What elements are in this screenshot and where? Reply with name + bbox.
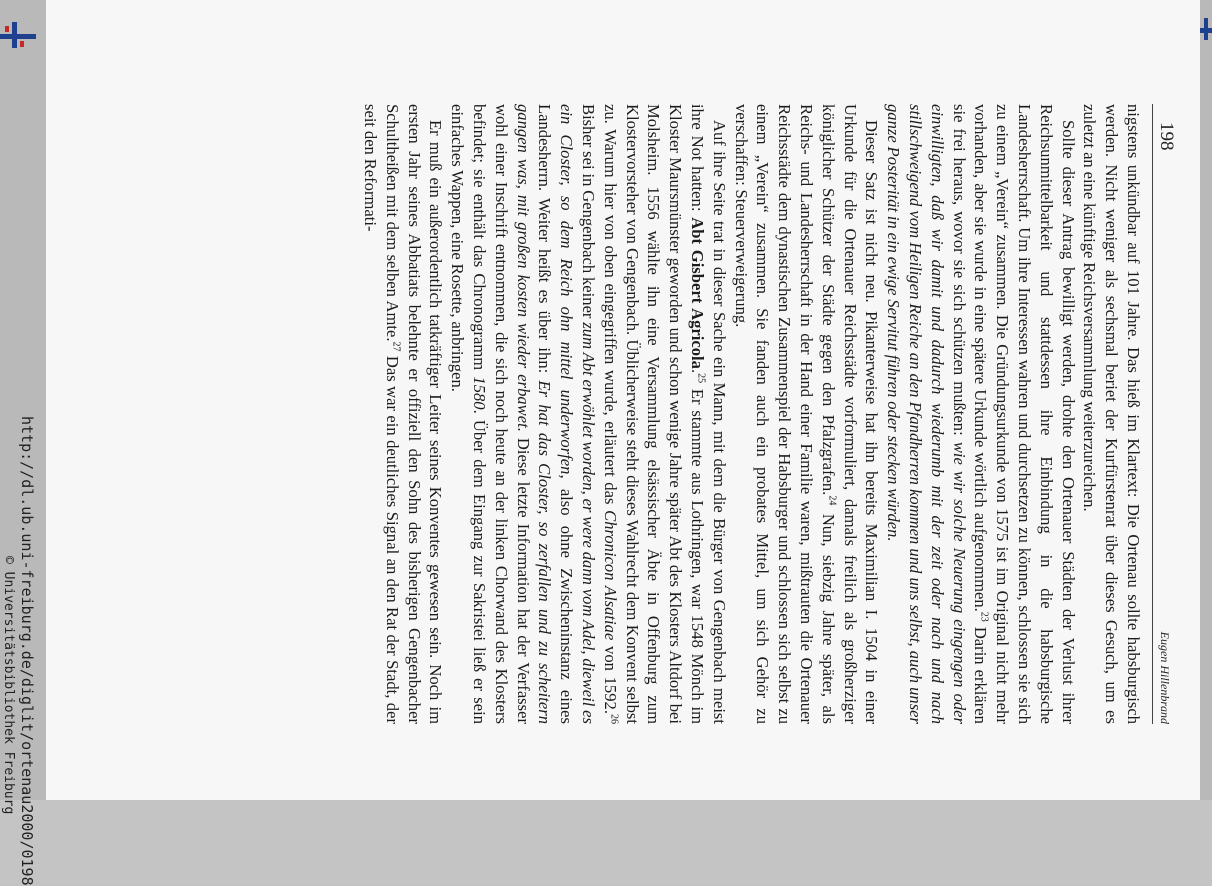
body-text [359, 104, 1144, 724]
text-run: zum Abt erwöhlet worden, er were dann vom Adel, dieweil es ein Closter, so dem Reich ohn mittel underworfen, [557, 104, 599, 724]
text-run: Er stammte aus Lothringen, war 1548 Mönch im Kloster Maursmünster geworden und schon wenige Jahre später Abt des Klosters Altdorf bei Molsheim. 1556 wählte ihn eine Versammlung elsässischer Äbte in Offenburg zum Klostervorsteher von Gengenbach. Üblicherweise steht dieses Wahlrecht dem Konvent selbst zu. Warum hier von oben eingegriffen wurde, erläutert das [600, 104, 708, 725]
text-run: Auf ihre Seite trat in dieser Sache ein Mann, mit dem die Bürger von Gengenbach meist ihre Not hatten: [688, 104, 729, 724]
viewer-right-margin [1200, 0, 1212, 800]
footnote-ref: 24 [826, 495, 838, 506]
text-run: Darin erklären sie frei heraus, wovor sie sich schützen mußten: [949, 104, 991, 724]
paragraph [882, 104, 1078, 724]
permalink-url[interactable]: http://dl.ub.uni-freiburg.de/diglit/ortenau2000/0198 [18, 416, 36, 886]
text-run: Diese letzte Information hat der Verfasser wohl einer Inschrift entnommen, die sich noch heute an der linken Chorwand des Klosters befindet; sie enthält das Chronogramm [470, 104, 533, 724]
text-run: Bisher sei in Gengenbach keiner [579, 104, 599, 323]
scanned-page [46, 0, 1200, 800]
paragraph [730, 104, 883, 724]
text-run: Sollte dieser Antrag bewilligt werden, drohte den Ortenauer Städten der Verlust ihrer Reichsunmittelbarkeit und stattdessen ihre Einbindung in die habsburgische Landesherrschaft. Um ihre Interessen wahren und durchsetzen zu können, schlossen sie sich zu einem „Verein“ zusammen. Die Gründungsurkunde von 1575 ist im Original nicht mehr vorhanden, aber sie wurde in eine spätere Urkunde wörtlich aufgenommen. [971, 104, 1078, 724]
text-run: Chronicon Alsatiae [600, 510, 620, 641]
copyright-notice: © Universitätsbibliothek Freiburg [1, 556, 16, 815]
paragraph [359, 104, 446, 724]
page-header [1152, 104, 1177, 724]
library-logo-icon-right [1200, 18, 1212, 40]
footnote-ref: 25 [695, 373, 707, 384]
text-run: wie wir solche Neuerung eingengen oder einwilligten, daß wir damit und dadurch wiederumb mit der zeit oder nach und nach stillschweigend vom Heiligen Reiche an den Pfandherren kommen und uns selbst, auch unser ganze Posterität in ein ewige Servitut führen oder stecken würden. [884, 104, 969, 724]
paragraph [1079, 104, 1144, 724]
page-number: 198 [1156, 122, 1177, 151]
running-head-author: Eugen Hillenbrand [1158, 631, 1172, 724]
text-run: nigstens unkündbar auf 101 Jahre. Das hieß im Klartext: Die Ortenau sollte habsburgisch werden. Nicht weniger als sechsmal beriet der Kurfürstenrat über dieses Gesuch, um es zuletzt an eine künftige Reichsversammlung weiterzureichen. [1080, 104, 1143, 724]
text-run: Dieser Satz ist nicht neu. Pikanterweise hat ihn bereits Maximilian I. 1504 in einer Urkunde für die Ortenauer Reichsstädte vorformuliert, damals freilich als großherziger königlicher Schützer der Städte gegen den Pfalzgrafen. [818, 104, 882, 724]
text-run: . [688, 368, 708, 374]
text-run: 1580 [470, 376, 490, 410]
footnote-ref: 26 [608, 713, 620, 724]
text-run: Er muß ein außerordentlich tatkräftiger Leiter seines Konventes gewesen sein. Noch im ersten Jahr seines Abbatiats belehnte er offiziell den Sohn des bisherigen Gengenbacher Schultheißen mit dem selben Amte. [382, 104, 446, 724]
footnote-ref: 27 [390, 341, 402, 352]
text-run: Abt Gisbert Agricola [688, 217, 708, 369]
text-run: von 1592. [600, 640, 620, 714]
footnote-ref: 23 [978, 611, 990, 622]
text-run: Nun, siebzig Jahre später, als Reichs- und Landesherrschaft in der Hand einer Familie waren, mißtrauten die Ortenauer Reichsstädte dem dynastischen Zusammenspiel der Habsburger und schlossen sich selbst zu einem „Verein“ zusammen. Sie fanden auch ein probates Mittel, um sich Gehör zu verschaffen: Steuerverweigerung. [731, 104, 838, 724]
text-run: also ohne Zwischeninstanz eines Landesherrn. Weiter heißt es über ihn: [535, 104, 577, 724]
text-run: Er hat das Closter, so zerfallen und zu scheitern gangen was, mit großen kosten wieder erbawet. [513, 104, 555, 724]
rotated-page-content [46, 0, 1200, 800]
url-strip [0, 0, 46, 886]
text-run: Das war ein deutliches Signal an den Rat der Stadt, der seit den Reformati- [361, 104, 402, 724]
text-run: . Über dem Eingang zur Sakristei ließ er sein einfaches Wappen, eine Rosette, anbringen. [448, 104, 490, 724]
paragraph [447, 104, 730, 724]
